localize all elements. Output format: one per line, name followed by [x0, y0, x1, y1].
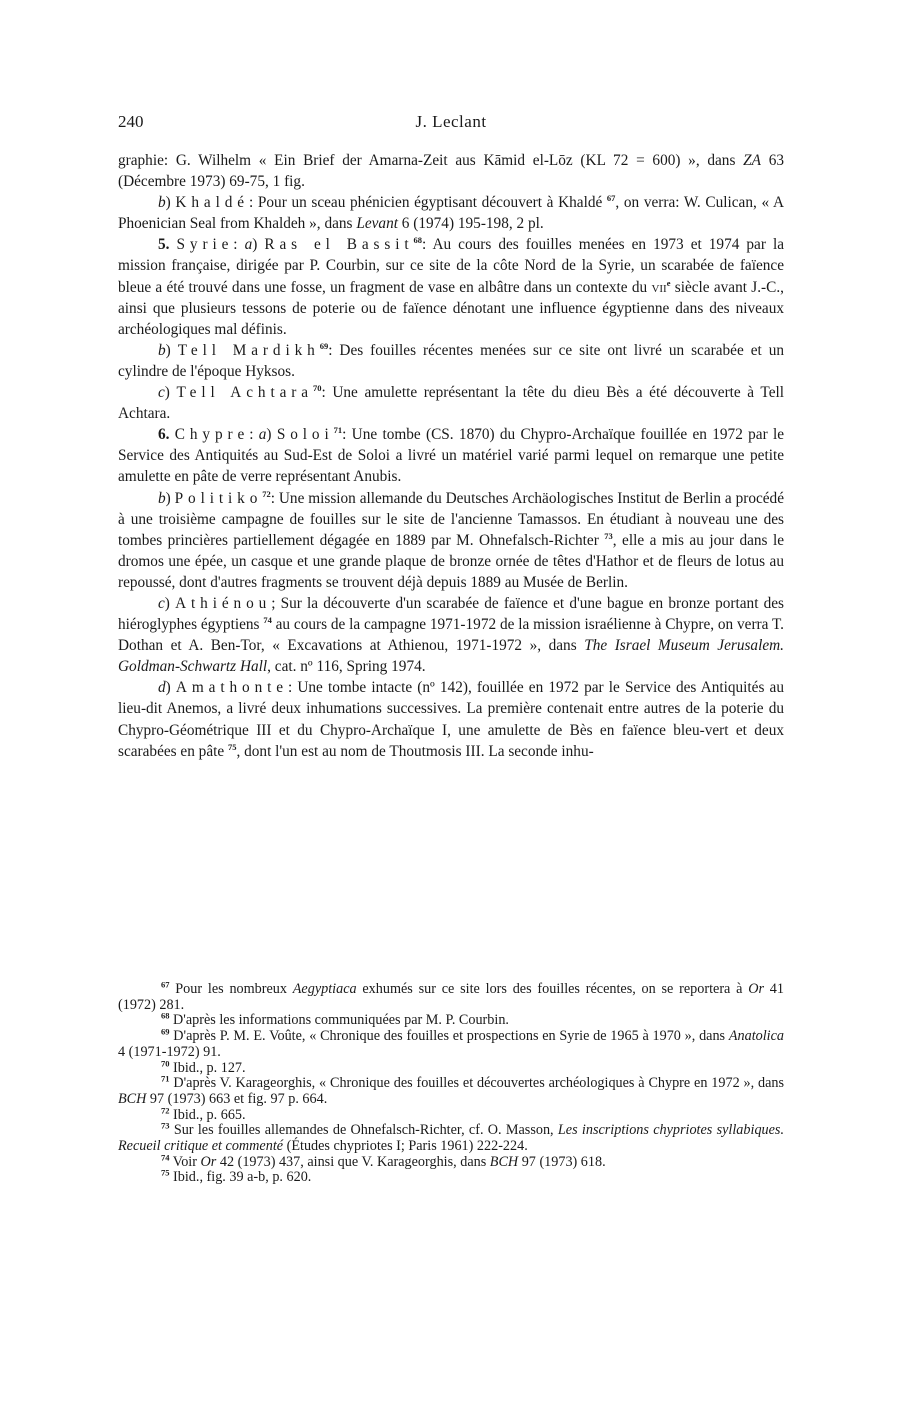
text-run: , on verra: W. Culican, « A Phoenician Seal from Khaldeh », dans — [118, 194, 784, 233]
text-run: Ibid., p. 665. — [173, 1106, 246, 1123]
text-run: 41 (1972) 281. — [118, 981, 784, 1013]
text-run: 63 (Décembre 1973) 69-75, 1 fig. — [118, 152, 784, 191]
italic-text: Les inscriptions chypriotes syllabiques. Recueil critique et commenté — [118, 1122, 784, 1155]
paragraph-p4 — [118, 382, 784, 424]
italic-text: BCH — [118, 1090, 147, 1107]
footnote-69 — [118, 1026, 785, 1060]
text-run: : — [249, 426, 259, 444]
paragraph-p7 — [118, 593, 784, 677]
italic-text: d — [158, 679, 166, 697]
spaced-site-name: Tell Mardikh — [177, 341, 320, 359]
spaced-site-name: Soloi — [276, 426, 334, 444]
italic-text: b — [158, 341, 166, 359]
note-ref: e — [666, 277, 671, 288]
paragraph-p2 — [118, 234, 784, 339]
running-head: J. Leclant — [415, 112, 487, 131]
note-ref: 67 — [606, 193, 616, 204]
text-run: D'après P. M. E. Voûte, « Chronique des fouilles et prospections en Syrie de 1965 à 1970 », dans — [173, 1028, 729, 1045]
footnote-number: 68 — [161, 1010, 170, 1021]
footnote-number: 75 — [161, 1167, 170, 1178]
text-run: : Une amulette représentant la tête du dieu Bès a été découverte à Tell Achtara. — [118, 384, 784, 423]
text-run: ; Sur la découverte d'un scarabée de faïence et d'une bague en bronze portant des hiéroglyphes égyptiens — [118, 594, 785, 634]
spaced-site-name: Syrie — [176, 236, 234, 254]
text-run: : Une tombe intacte (nº 142), fouillée en 1972 par le Service des Antiquités au lieu-dit Anemos, a livré deux inhumations successives. La première contenait entre autres de la poterie du Chypro-Géométrique III et du Chypro-Archaïque I, une amulette de Bès en faïence bleu-vert et deux scarabées en pâte — [118, 679, 784, 760]
italic-text: a — [258, 426, 267, 444]
text-run: ) — [165, 489, 175, 507]
footnotes — [118, 979, 785, 1186]
italic-text: b — [158, 489, 166, 507]
text-run: ) — [164, 594, 176, 612]
spaced-site-name: Chypre — [174, 426, 250, 444]
footnote-75 — [118, 1167, 784, 1186]
text-run: 6 (1974) 195-198, 2 pl. — [397, 215, 544, 233]
spaced-site-name: Ras el Bassit — [264, 236, 414, 254]
paragraph-p0 — [118, 150, 784, 192]
spaced-site-name: Athiénou — [175, 594, 272, 612]
text-run: : Des fouilles récentes menées sur ce site ont livré un scarabée et un cylindre de l'époque Hyksos. — [118, 341, 784, 380]
note-ref: 74 — [263, 614, 272, 625]
section-number: 5. — [158, 236, 177, 254]
text-run: graphie: G. Wilhelm « Ein Brief der Amarna-Zeit aus Kāmid el-Lōz (KL 72 = 600) », dans — [118, 152, 744, 169]
text-run: (Études chypriotes I; Paris 1961) 222-224. — [283, 1138, 528, 1155]
italic-text: b — [158, 194, 166, 212]
spaced-site-name: Khaldé — [175, 194, 249, 212]
text-run: , cat. nº 116, Spring 1974. — [267, 658, 426, 676]
footnote-number: 74 — [161, 1152, 170, 1162]
text-run: 42 (1973) 437, ainsi que V. Karageorghis, dans — [216, 1153, 490, 1170]
spaced-site-name: Politiko — [174, 489, 263, 507]
text-run: : Pour un sceau phénicien égyptisant découvert à Khaldé — [248, 194, 607, 212]
footnote-68 — [118, 1010, 784, 1029]
italic-text: Or — [200, 1153, 217, 1170]
body-text — [118, 150, 784, 762]
italic-text: Or — [748, 981, 765, 997]
text-run: ) — [165, 679, 176, 697]
footnote-number: 69 — [161, 1026, 170, 1037]
paragraph-p3 — [118, 340, 784, 382]
section-number: 6. — [158, 426, 175, 444]
footnote-67 — [118, 979, 784, 1013]
footnote-number: 73 — [161, 1120, 170, 1131]
spaced-site-name: Amathonte — [175, 679, 288, 697]
text-run: : Au cours des fouilles menées en 1973 et 1974 par la mission française, dirigée par P. Courbin, sur ce site de la côte Nord de la Syrie, un scarabée de faïence bleue a été trouvé dans une fosse, un fragment de vase en albâtre dans un contexte du — [118, 236, 785, 296]
italic-text: BCH — [489, 1153, 519, 1170]
italic-text: a — [244, 236, 253, 254]
footnote-70 — [118, 1057, 784, 1077]
italic-text: The Israel Museum Jerusalem. Goldman-Schwartz Hall — [118, 637, 784, 676]
footnote-72 — [118, 1104, 784, 1124]
italic-text: c — [158, 594, 165, 612]
text-run: D'après V. Karageorghis, « Chronique des fouilles et découvertes archéologiques à Chypre en 1972 », dans — [173, 1075, 785, 1092]
paragraph-p8 — [118, 677, 784, 761]
text-run: siècle avant J.-C., ainsi que plusieurs tessons de poterie ou de faïence dénotant une influence égyptienne dans des niveaux archéologiques mal définis. — [118, 278, 784, 338]
note-ref: 75 — [227, 741, 237, 752]
footnote-number: 72 — [161, 1104, 170, 1115]
text-run: : Une tombe (CS. 1870) du Chypro-Archaïque fouillée en 1972 par le Service des Antiquités au Sud-Est de Soloi a livré un matériel varié parmi lequel on remarque une petite amulette en pâte de verre représentant Anubis. — [118, 426, 785, 486]
text-run: ) — [252, 236, 265, 254]
text-run: Ibid., p. 127. — [173, 1059, 246, 1076]
text-run: ) — [165, 194, 176, 212]
paragraph-p1 — [118, 192, 784, 234]
footnote-71 — [118, 1073, 785, 1107]
text-run: exhumés sur ce site lors des fouilles récentes, on se reportera à — [356, 981, 749, 997]
text-run: Sur les fouilles allemandes de Ohnefalsch-Richter, cf. O. Masson, — [173, 1122, 558, 1139]
text-run: ) — [266, 426, 277, 444]
footnote-number: 67 — [161, 979, 170, 990]
footnote-number: 70 — [161, 1057, 170, 1068]
note-ref: 73 — [604, 530, 613, 541]
text-run: Ibid., fig. 39 a-b, p. 620. — [173, 1169, 312, 1186]
text-run: Pour les nombreux — [175, 981, 293, 997]
note-ref: 72 — [262, 488, 271, 499]
italic-text: ZA — [743, 152, 761, 169]
note-ref: 69 — [319, 340, 329, 351]
text-run: D'après les informations communiquées par M. P. Courbin. — [173, 1012, 509, 1029]
note-ref: 70 — [313, 382, 322, 393]
paragraph-p6 — [118, 488, 784, 593]
text-run: : Une mission allemande du Deutsches Archäologisches Institut de Berlin a procédé à une troisième campagne de fouilles sur le site de l'ancienne Tamassos. En étudiant à nouveau une des tombes princières partiellement dégagée en 1889 par M. Ohnefalsch-Richter — [118, 489, 784, 549]
page-header — [118, 112, 784, 138]
spaced-site-name: Tell Achtara — [176, 384, 313, 402]
text-run: ) — [164, 384, 177, 402]
italic-text: Aegyptiaca — [292, 981, 357, 997]
note-ref: 68 — [413, 235, 422, 246]
page-number: 240 — [118, 112, 144, 131]
italic-text: Levant — [356, 215, 398, 233]
text-run: 97 (1973) 663 et fig. 97 p. 664. — [146, 1090, 328, 1107]
paragraph-p5 — [118, 424, 784, 487]
text-run: Voir — [172, 1153, 201, 1170]
note-ref: 71 — [333, 425, 343, 436]
italic-text: c — [158, 384, 165, 402]
italic-text: Anatolica — [728, 1028, 785, 1045]
text-run: ) — [165, 341, 178, 359]
small-caps-text: vii — [651, 278, 667, 296]
text-run: 97 (1973) 618. — [518, 1153, 606, 1170]
text-run: : — [233, 236, 245, 254]
text-run: au cours de la campagne 1971-1972 de la mission israélienne à Chypre, on verra T. Dothan et A. Ben-Tor, « Excavations at Athienou, 1971-1972 », dans — [118, 616, 785, 655]
footnote-number: 71 — [161, 1073, 170, 1084]
footnote-73 — [118, 1120, 784, 1155]
text-run: , elle a mis au jour dans le dromos une épée, un casque et une grande plaque de bronze ornée de têtes d'Hathor et de fleurs de lotus au repoussé, dont d'autres fragments se trouvent déjà depuis 1889 au Musée de Berlin. — [118, 531, 784, 591]
text-run: 4 (1971-1972) 91. — [118, 1043, 221, 1060]
text-run: , dont l'un est au nom de Thoutmosis III. La seconde inhu- — [236, 742, 594, 760]
